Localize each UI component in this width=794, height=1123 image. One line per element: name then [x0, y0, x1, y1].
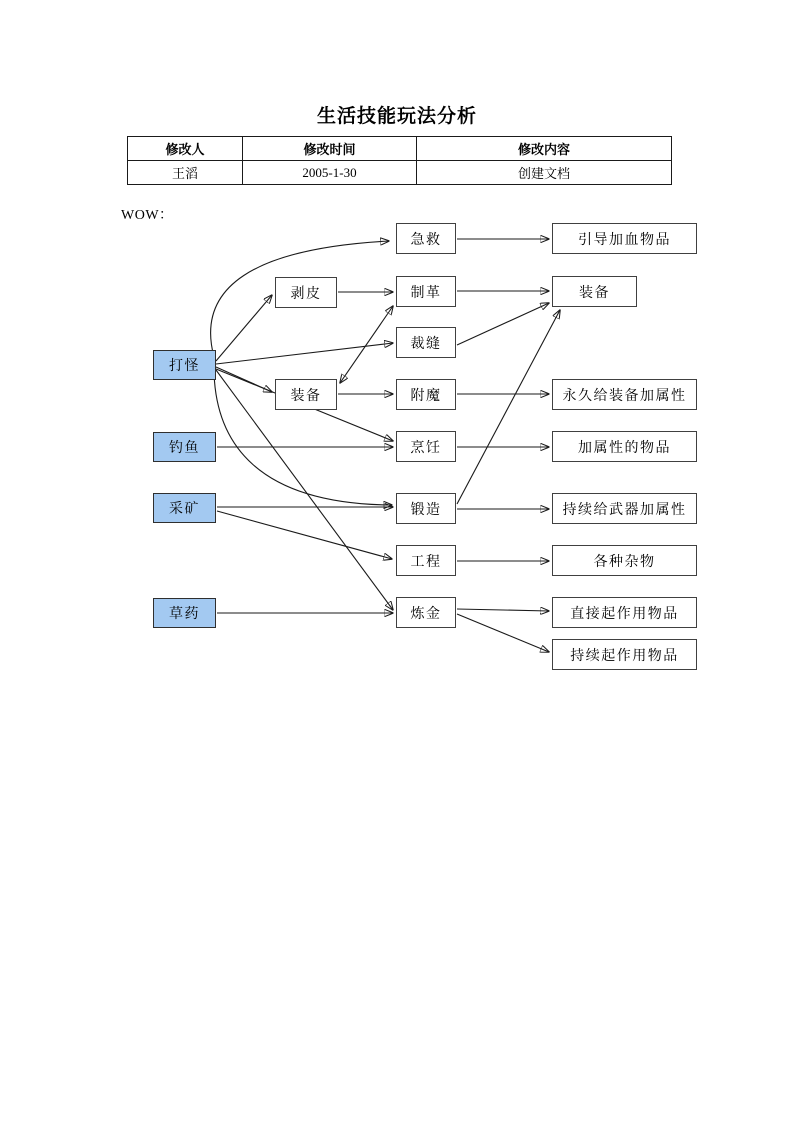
- node-first-aid: 急救: [396, 223, 456, 254]
- node-alchemy: 炼金: [396, 597, 456, 628]
- header-modifier: 修改人: [128, 137, 243, 161]
- node-duration-items: 持续起作用物品: [552, 639, 697, 670]
- node-permanent-enchant-items: 永久给装备加属性: [552, 379, 697, 410]
- edge-mining-engineering: [217, 511, 392, 559]
- cell-modify-content: 创建文档: [417, 161, 672, 185]
- node-fishing: 钓鱼: [153, 432, 216, 462]
- header-modify-time: 修改时间: [243, 137, 417, 161]
- node-enchanting: 附魔: [396, 379, 456, 410]
- node-kill-monsters: 打怪: [153, 350, 216, 380]
- edge-killmonsters-skinning: [216, 295, 272, 361]
- node-skinning: 剥皮: [275, 277, 337, 308]
- edge-alchemy-instantitems: [457, 609, 549, 611]
- page-title: 生活技能玩法分析: [316, 106, 477, 127]
- edge-tailoring-equipmentproduct: [457, 303, 549, 345]
- node-herbalism: 草药: [153, 598, 216, 628]
- node-healing-items: 引导加血物品: [552, 223, 697, 254]
- cell-modify-time: 2005-1-30: [243, 161, 417, 185]
- edge-alchemy-durationitems: [457, 614, 549, 652]
- node-stat-items: 加属性的物品: [552, 431, 697, 462]
- node-leatherworking: 制革: [396, 276, 456, 307]
- node-blacksmithing: 锻造: [396, 493, 456, 524]
- node-cooking: 烹饪: [396, 431, 456, 462]
- edge-killmonsters-tailoring: [216, 343, 393, 364]
- header-modify-content: 修改内容: [417, 137, 672, 161]
- cell-modifier: 王滔: [128, 161, 243, 185]
- node-mining: 采矿: [153, 493, 216, 523]
- node-equipment-product: 装备: [552, 276, 637, 307]
- node-instant-items: 直接起作用物品: [552, 597, 697, 628]
- section-label-wow: WOW：: [121, 208, 174, 223]
- node-weapon-buff-items: 持续给武器加属性: [552, 493, 697, 524]
- edge-equipmentsource-leatherworking-bidirectional: [340, 306, 393, 383]
- edge-blacksmithing-equipmentproduct: [457, 310, 560, 504]
- node-tailoring: 裁缝: [396, 327, 456, 358]
- node-misc-items: 各种杂物: [552, 545, 697, 576]
- node-equipment-source: 装备: [275, 379, 337, 410]
- node-engineering: 工程: [396, 545, 456, 576]
